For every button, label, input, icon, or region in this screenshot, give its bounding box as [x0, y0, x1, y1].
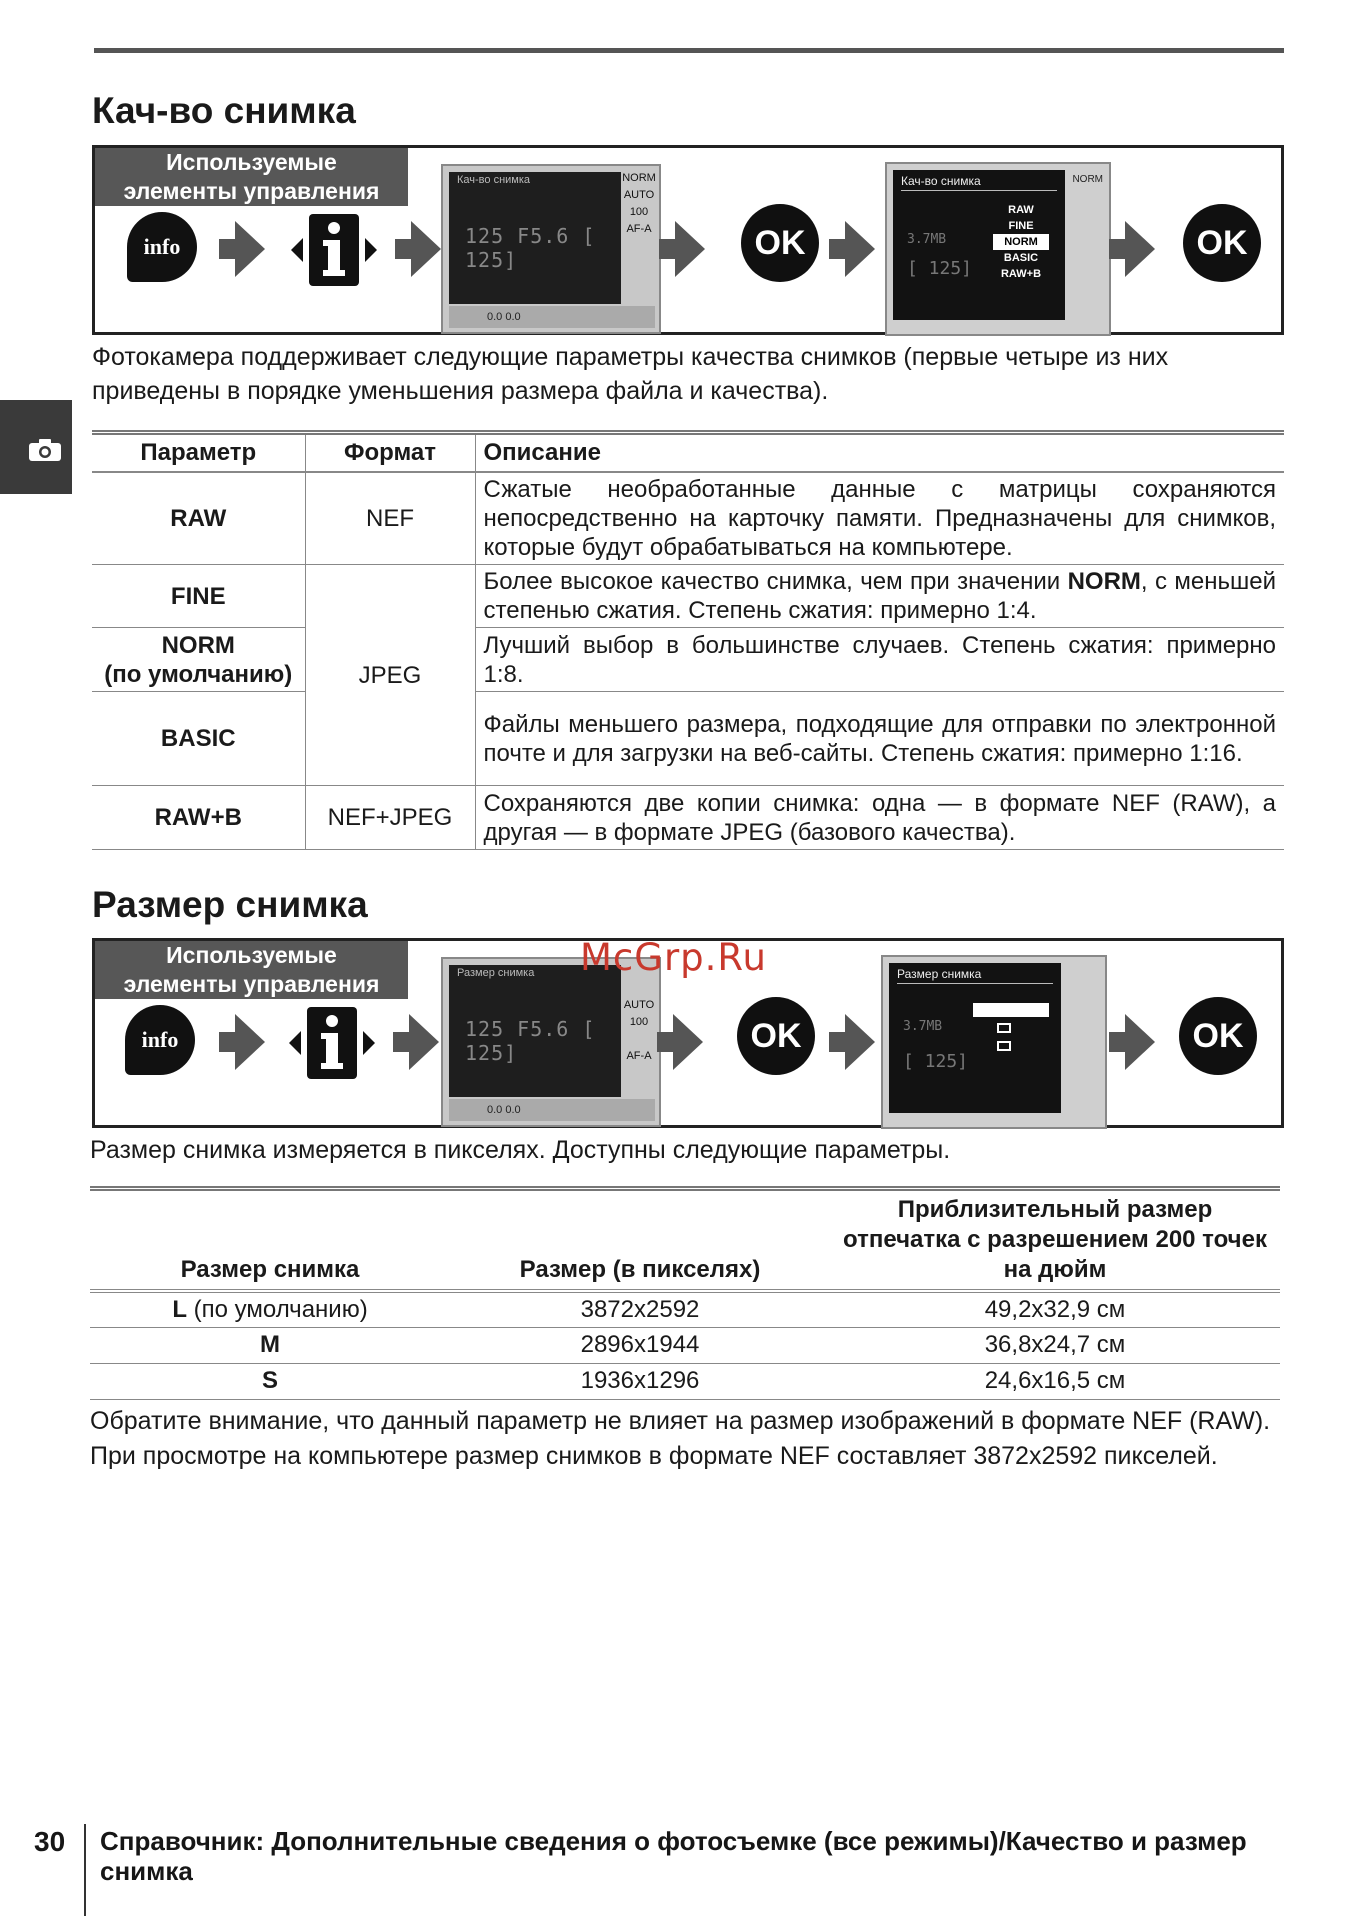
size-cell: [90, 1327, 450, 1363]
format-cell: JPEG: [305, 565, 475, 786]
size-option-l-icon[interactable]: [973, 1003, 1049, 1017]
table-row: [90, 1291, 1280, 1327]
lcd-side-item: 100: [629, 1016, 649, 1028]
size-label: L: [172, 1295, 187, 1323]
desc-bold: NORM: [1067, 568, 1141, 595]
size-note: (по умолчанию): [186, 1295, 368, 1323]
param-name: NORM: [161, 631, 235, 659]
ok-button-icon: OK: [741, 204, 819, 282]
info-label: info: [143, 234, 181, 259]
arrow-icon: [235, 221, 265, 277]
lcd-side-item: AUTO: [623, 999, 655, 1011]
lcd-side-item: NORM: [622, 172, 656, 184]
table-header-row: [92, 433, 1284, 473]
size-label: M: [260, 1331, 280, 1358]
pixels-cell: 2896x1944: [450, 1327, 830, 1363]
size-cell: [90, 1363, 450, 1399]
info-button-icon: [125, 1005, 195, 1075]
lcd-readout: 125 F5.6 [ 125]: [465, 224, 596, 272]
lcd-menu-mb: 3.7MB: [907, 232, 947, 247]
lcd-readout: 125 F5.6 [ 125]: [465, 1017, 596, 1065]
lcd-side-item: AF-A: [626, 1050, 652, 1062]
lcd-side-item: AUTO: [623, 189, 655, 201]
camera-icon: [28, 438, 62, 462]
ok-button-icon: OK: [1183, 204, 1261, 282]
controls-label: [95, 148, 408, 206]
info-button-icon: [127, 212, 197, 282]
controls-label-line2: элементы управления: [123, 178, 380, 204]
desc-part: , с меньшей степенью сжатия. Степень сжатия: примерно 1:4.: [483, 568, 1276, 624]
size-intro: Размер снимка измеряется в пикселях. Доступны следующие параметры.: [90, 1136, 951, 1164]
lcd-menu-mb: 3.7MB: [903, 1019, 943, 1034]
format-cell: NEF: [305, 472, 475, 565]
lcd-bottom-bar: 0.0 0.0: [449, 1099, 655, 1121]
param-cell: FINE: [92, 565, 305, 628]
pixels-cell: 1936x1296: [450, 1363, 830, 1399]
header-format: Формат: [305, 433, 475, 473]
header-print-size: Приблизительный размер отпечатка с разрешением 200 точек на дюйм: [830, 1189, 1280, 1292]
lcd-menu-quality: [885, 162, 1111, 336]
description-cell: [475, 565, 1284, 628]
lcd-menu-title: Размер снимка: [897, 967, 1053, 984]
header-size: Размер снимка: [90, 1189, 450, 1292]
param-default: (по умолчанию): [104, 660, 293, 688]
lcd-screen-quality: [441, 164, 661, 334]
param-cell: RAW: [92, 472, 305, 565]
section-title-size: Размер снимка: [92, 884, 368, 925]
description-cell: Сохраняются две копии снимка: одна — в формате NEF (RAW), а другая — в формате JPEG (базового качества).: [475, 786, 1284, 850]
lcd-menu-readout: [ 125]: [903, 1051, 969, 1072]
lcd-title: Размер снимка: [457, 967, 535, 979]
page-number: 30: [34, 1826, 66, 1857]
lcd-screen-size: [441, 957, 661, 1127]
table-row: [90, 1327, 1280, 1363]
description-cell: Сжатые необработанные данные с матрицы сохраняются непосредственно на карточку памяти. Предназначены для снимков, которые будут обрабатываться на компьютере.: [475, 472, 1284, 565]
lcd-side-item: AF-A: [626, 223, 652, 235]
arrow-icon: [409, 1014, 439, 1070]
info-i-button-icon: [291, 212, 377, 288]
desc-part: Более высокое качество снимка, чем при значении: [483, 568, 1068, 595]
description-cell: Файлы меньшего размера, подходящие для отправки по электронной почте и для загрузки на веб-сайты. Степень сжатия: примерно 1:16.: [475, 692, 1284, 786]
menu-option-norm[interactable]: NORM: [993, 234, 1049, 250]
menu-option-raw[interactable]: RAW: [1008, 204, 1034, 216]
print-cell: 49,2x32,9 см: [830, 1291, 1280, 1327]
lcd-menu-title: Кач-во снимка: [901, 174, 1057, 191]
menu-option-fine[interactable]: FINE: [1008, 220, 1034, 232]
header-param: Параметр: [92, 433, 305, 473]
table-row: [92, 628, 1284, 692]
lcd-side-item: [621, 1031, 657, 1048]
table-row: [92, 786, 1284, 850]
arrow-icon: [235, 1014, 265, 1070]
lcd-side-item: 100: [629, 206, 649, 218]
menu-option-rawb[interactable]: RAW+B: [1000, 268, 1042, 280]
size-note-paragraph: Обратите внимание, что данный параметр не влияет на размер изображений в формате NEF (RAW). При просмотре на компьютере размер снимков в формате NEF составляет 3872x2592 пикселей.: [90, 1407, 1271, 1470]
size-option-s-icon[interactable]: [997, 1041, 1011, 1051]
format-cell: NEF+JPEG: [305, 786, 475, 850]
info-label: info: [141, 1027, 179, 1052]
print-cell: 36,8x24,7 см: [830, 1327, 1280, 1363]
chapter-tab: [0, 400, 72, 494]
ok-button-icon: OK: [1179, 997, 1257, 1075]
header-pixels: Размер (в пикселях): [450, 1189, 830, 1292]
top-rule: [94, 48, 1284, 53]
arrow-icon: [675, 221, 705, 277]
ok-button-icon: OK: [737, 997, 815, 1075]
controls-box-quality: [92, 145, 1284, 335]
menu-option-basic[interactable]: BASIC: [1003, 252, 1039, 264]
controls-label-line1: Используемые: [166, 149, 337, 175]
footer-divider: [84, 1824, 86, 1916]
table-row: [92, 692, 1284, 786]
arrow-icon: [845, 1014, 875, 1070]
controls-label-line2: элементы управления: [123, 971, 380, 997]
size-table: [90, 1186, 1280, 1400]
section-title-quality: Кач-во снимка: [92, 90, 356, 131]
info-i-button-icon: [289, 1005, 375, 1081]
lcd-bottom-bar: 0.0 0.0: [449, 306, 655, 328]
footer-title: Справочник: Дополнительные сведения о фотосъемке (все режимы)/Качество и размер снимка: [100, 1826, 1247, 1886]
lcd-menu-size: [881, 955, 1107, 1129]
arrow-icon: [673, 1014, 703, 1070]
table-row: [92, 472, 1284, 565]
print-cell: 24,6x16,5 см: [830, 1363, 1280, 1399]
header-description: Описание: [475, 433, 1284, 473]
pixels-cell: 3872x2592: [450, 1291, 830, 1327]
arrow-icon: [845, 221, 875, 277]
lcd-title: Кач-во снимка: [457, 174, 531, 186]
controls-label: [95, 941, 408, 999]
size-option-m-icon[interactable]: [997, 1023, 1011, 1033]
lcd-menu-readout: [ 125]: [907, 258, 973, 279]
arrow-icon: [411, 221, 441, 277]
table-row: [90, 1363, 1280, 1399]
param-cell: RAW+B: [92, 786, 305, 850]
param-cell: BASIC: [92, 692, 305, 786]
lcd-menu-side: NORM: [1072, 174, 1103, 185]
size-label: S: [261, 1367, 278, 1394]
arrow-icon: [1125, 1014, 1155, 1070]
quality-table: [92, 430, 1284, 850]
param-cell: [92, 628, 305, 692]
quality-intro: Фотокамера поддерживает следующие параметры качества снимков (первые четыре из них приведены в порядке уменьшения размера файла и качества).: [92, 343, 1169, 405]
arrow-icon: [1125, 221, 1155, 277]
table-header-row: [90, 1189, 1280, 1292]
table-row: [92, 565, 1284, 628]
description-cell: Лучший выбор в большинстве случаев. Степень сжатия: примерно 1:8.: [475, 628, 1284, 692]
lcd-side-item: [621, 980, 657, 997]
watermark: McGrp.Ru: [580, 936, 767, 979]
size-cell: [90, 1291, 450, 1327]
controls-label-line1: Используемые: [166, 942, 337, 968]
